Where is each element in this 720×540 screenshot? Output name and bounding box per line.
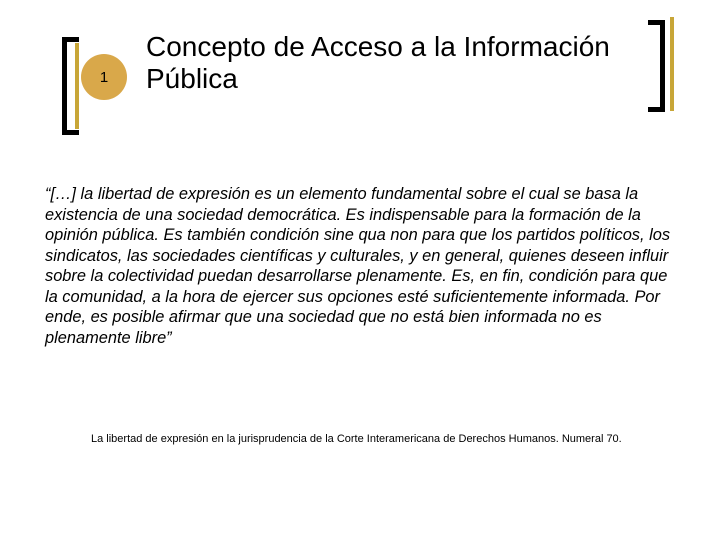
left-accent-bar xyxy=(75,43,79,129)
slide-number: 1 xyxy=(99,68,109,86)
slide-title: Concepto de Acceso a la Información Pública xyxy=(146,31,610,94)
right-accent-bar xyxy=(670,17,674,111)
quote-text: “[…] la libertad de expresión es un elemento fundamental sobre el cual se basa la existencia de una sociedad democrática. Es indispensable para la formación de la opinión pública. Es también condición sine qua non para que los partidos políticos, los sindicatos, las sociedades científicas y culturales, y en general, quienes deseen influir sobre la colectividad puedan desarrollarse plenamente. Es, en fin, condición para que la comunidad, a la hora de ejercer sus opciones esté suficientemente informada. Por ende, es posible afirmar que una sociedad que no está bien informada no es plenamente libre” xyxy=(45,185,671,347)
right-bracket-decoration xyxy=(648,20,665,112)
slide-number-badge xyxy=(81,54,127,100)
source-citation: La libertad de expresión en la jurisprudencia de la Corte Interamericana de Derechos Humanos. Numeral 70. xyxy=(91,433,622,445)
